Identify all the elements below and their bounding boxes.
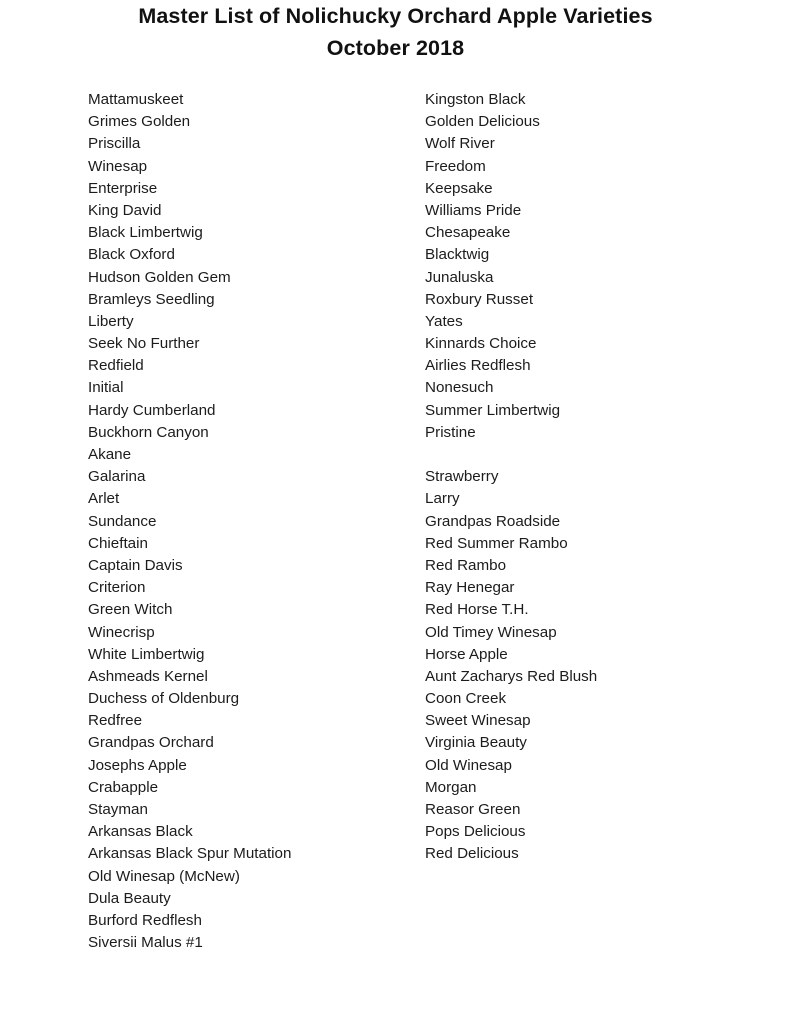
list-item: Pops Delicious [425, 823, 526, 841]
list-item: Green Witch [88, 601, 173, 619]
page-subtitle-date: October 2018 [326, 36, 465, 60]
list-item: Arkansas Black Spur Mutation [88, 845, 292, 863]
list-item: Arkansas Black [88, 823, 193, 841]
list-item: Grandpas Roadside [425, 512, 561, 530]
list-item: Williams Pride [425, 201, 522, 219]
list-item: Winesap [88, 157, 148, 175]
list-item: Junaluska [425, 268, 494, 286]
list-item: King David [88, 201, 162, 219]
list-item: Freedom [425, 157, 486, 175]
list-item: White Limbertwig [88, 645, 205, 663]
list-item: Burford Redflesh [88, 911, 202, 929]
list-item: Liberty [88, 312, 134, 330]
list-item: Siversii Malus #1 [88, 934, 203, 952]
list-item: Blacktwig [425, 246, 490, 264]
list-item: Strawberry [425, 468, 499, 486]
list-item: Redfield [88, 357, 144, 375]
list-item: Aunt Zacharys Red Blush [425, 667, 598, 685]
list-item: Crabapple [88, 778, 159, 796]
list-item: Old Winesap [425, 756, 512, 774]
list-item: Grandpas Orchard [88, 734, 214, 752]
list-item: Hardy Cumberland [88, 401, 216, 419]
list-item: Ashmeads Kernel [88, 667, 208, 685]
list-item: Red Rambo [425, 556, 507, 574]
list-item: Kinnards Choice [425, 335, 537, 353]
list-item: Yates [425, 312, 463, 330]
page-title: Master List of Nolichucky Orchard Apple Varieties [138, 4, 653, 28]
list-item: Black Oxford [88, 246, 175, 264]
list-item: Black Limbertwig [88, 224, 203, 242]
list-item: Red Summer Rambo [425, 534, 568, 552]
list-item: Akane [88, 446, 132, 463]
list-item: Duchess of Oldenburg [88, 690, 240, 708]
list-item: Golden Delicious [425, 113, 540, 131]
list-item: Galarina [88, 468, 146, 486]
list-item: Larry [425, 490, 460, 508]
list-item: Pristine [425, 423, 476, 441]
list-item: Josephs Apple [88, 756, 187, 774]
list-item: Criterion [88, 579, 146, 597]
list-item: Buckhorn Canyon [88, 423, 209, 441]
list-item: Summer Limbertwig [425, 401, 561, 419]
list-item: Seek No Further [88, 335, 200, 353]
list-item: Winecrisp [88, 623, 155, 641]
list-item: Chesapeake [425, 224, 511, 242]
list-item: Keepsake [425, 179, 493, 197]
list-item: Sundance [88, 512, 157, 530]
list-item: Wolf River [425, 135, 495, 153]
list-item: Chieftain [88, 534, 148, 552]
list-item: Red Delicious [425, 845, 519, 863]
list-item: Red Horse T.H. [425, 601, 529, 619]
list-item: Ray Henegar [425, 579, 515, 597]
list-item: Airlies Redflesh [425, 357, 531, 375]
list-item: Virginia Beauty [425, 734, 527, 752]
variety-list-right [425, 89, 597, 866]
list-item: Coon Creek [425, 690, 507, 708]
list-item: Old Winesap (McNew) [88, 867, 240, 885]
list-item: Initial [88, 379, 124, 397]
list-spacer [425, 444, 597, 466]
list-item: Nonesuch [425, 379, 494, 397]
list-item: Bramleys Seedling [88, 290, 215, 308]
list-item: Dula Beauty [88, 889, 171, 907]
list-item: Enterprise [88, 179, 158, 197]
list-item: Redfree [88, 712, 143, 730]
list-item: Horse Apple [425, 645, 508, 663]
list-item: Sweet Winesap [425, 712, 531, 730]
list-item: Priscilla [88, 135, 141, 153]
list-item: Hudson Golden Gem [88, 268, 231, 286]
list-item: Captain Davis [88, 556, 183, 574]
list-item: Arlet [88, 490, 120, 508]
list-item: Reasor Green [425, 801, 521, 818]
list-item: Grimes Golden [88, 113, 191, 131]
list-item: Kingston Black [425, 91, 526, 108]
list-item: Morgan [425, 778, 477, 796]
list-item: Stayman [88, 801, 148, 818]
list-item: Roxbury Russet [425, 290, 534, 308]
list-item: Mattamuskeet [88, 91, 184, 108]
list-item: Old Timey Winesap [425, 623, 557, 641]
variety-list-left [88, 89, 291, 954]
